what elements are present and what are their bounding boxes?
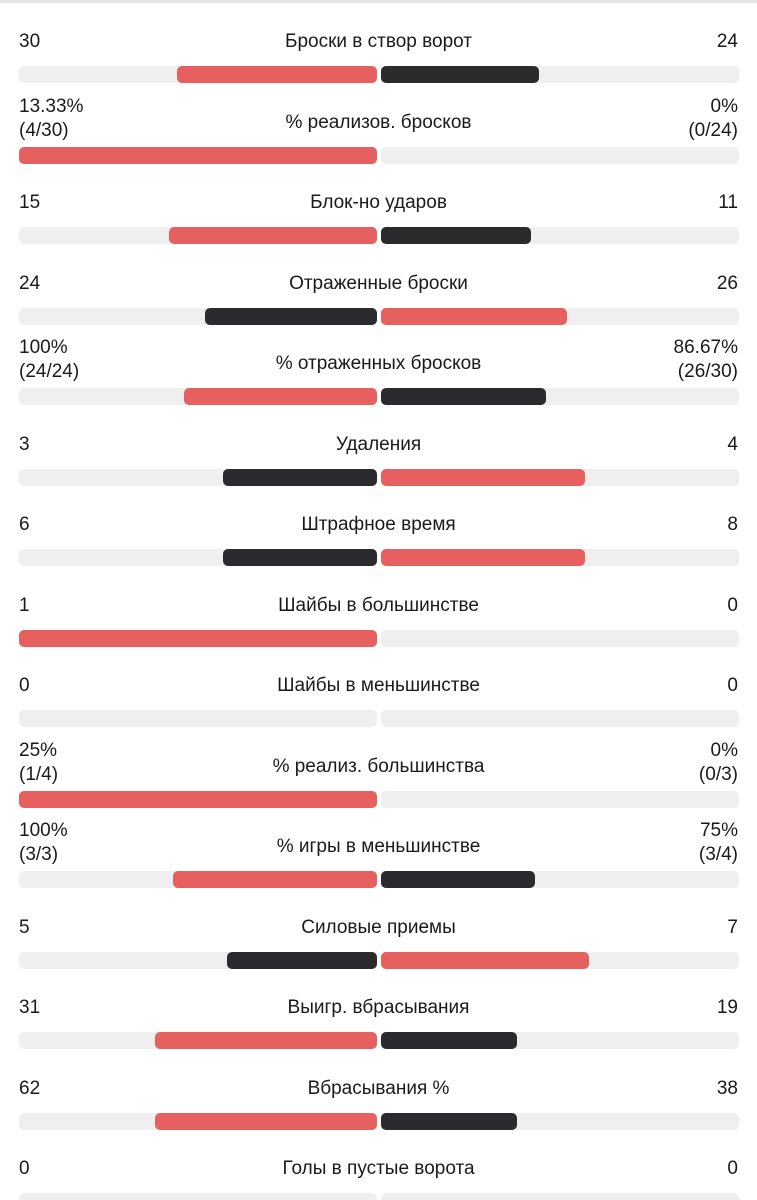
home-bar-track [19,1193,377,1200]
stat-label: Шайбы в большинстве [278,594,479,616]
away-bar-track [381,308,739,325]
stat-label: Голы в пустые ворота [282,1158,475,1179]
away-value-main: 0% [710,739,738,761]
home-bar-track [19,791,377,808]
away-bar-track [381,388,739,405]
home-value [19,513,30,537]
home-value-main: 62 [19,1077,41,1099]
stat-row [0,12,757,92]
home-bar-fill [223,549,377,566]
stat-row [0,656,757,736]
home-value [19,674,30,698]
away-bar-track [381,630,739,647]
stat-label: Шайбы в меньшинстве [277,675,480,696]
home-bar-track [19,66,377,83]
home-bar-track [19,1032,377,1049]
away-value [717,1077,738,1101]
away-value-main: 11 [718,192,738,213]
away-value-detail: (0/24) [688,119,738,141]
away-value-main: 0 [727,675,738,696]
away-value [727,513,738,537]
home-value-main: 30 [19,31,41,52]
stat-label: % отраженных бросков [275,353,482,374]
home-value-detail: (3/3) [19,844,59,865]
away-value [674,336,738,384]
home-value-main: 0 [19,1158,30,1179]
away-value-main: 0% [710,95,738,117]
away-value-main: 75% [699,820,738,841]
home-value-main: 100% [19,337,68,358]
home-bar-track [19,1113,377,1130]
home-bar-fill [173,871,377,888]
home-value-main: 31 [19,997,41,1018]
away-value [688,95,738,143]
home-value-main: 24 [19,272,41,294]
away-bar-fill [381,871,535,888]
home-value [19,272,40,296]
away-value-detail: (3/4) [698,844,738,865]
away-value [727,433,738,457]
home-bar-track [19,952,377,969]
away-value-main: 24 [716,31,738,52]
home-bar-fill [205,308,377,325]
stat-row [0,334,757,414]
away-value-main: 4 [727,433,738,455]
away-value [717,272,738,296]
home-value-main: 25% [19,739,58,761]
home-value [19,739,58,787]
home-bar-fill [155,1113,377,1130]
away-value-main: 8 [727,514,738,535]
home-value [19,1157,30,1181]
home-value-main: 5 [19,916,30,938]
home-value [19,30,40,54]
stat-row [0,495,757,575]
away-value-detail: (0/3) [698,763,738,785]
home-value [19,1077,40,1101]
home-value-detail: (1/4) [19,763,59,785]
stat-label: Силовые приемы [301,916,456,938]
home-value [19,95,83,143]
away-value-main: 7 [727,916,738,938]
away-bar-fill [381,952,589,969]
away-bar-track [381,1032,739,1049]
home-bar-fill [227,952,377,969]
home-bar-track [19,308,377,325]
home-value-detail: (4/30) [19,119,69,141]
away-bar-fill [381,227,531,244]
away-bar-track [381,469,739,486]
away-value [717,30,738,54]
away-bar-fill [381,469,585,486]
home-value-main: 13.33% [19,95,84,117]
home-bar-fill [223,469,377,486]
home-bar-track [19,630,377,647]
away-value-main: 38 [716,1077,738,1099]
home-bar-fill [169,227,377,244]
away-bar-fill [381,1032,517,1049]
away-bar-track [381,549,739,566]
stat-row [0,1059,757,1139]
home-bar-track [19,871,377,888]
home-value [19,819,68,867]
home-bar-track [19,227,377,244]
home-bar-track [19,710,377,727]
home-value-main: 3 [19,433,30,455]
stat-label: Вбрасывания % [307,1077,450,1099]
away-bar-fill [381,308,567,325]
away-value-main: 19 [716,997,738,1018]
away-value [727,1157,738,1181]
away-bar-fill [381,66,539,83]
stat-row [0,978,757,1058]
home-bar-fill [177,66,377,83]
away-value [727,674,738,698]
stat-label: % реализ. большинства [272,755,485,777]
home-value-main: 6 [19,514,30,535]
stat-label: % игры в меньшинстве [276,836,481,857]
away-value-main: 0 [727,1158,738,1179]
away-value-main: 0 [727,594,738,616]
stat-label: Удаления [335,433,422,455]
home-bar-track [19,388,377,405]
away-bar-fill [381,1113,517,1130]
away-bar-track [381,1193,739,1200]
away-value [717,996,738,1020]
stat-row [0,817,757,897]
away-bar-track [381,871,739,888]
home-value [19,594,30,618]
away-bar-fill [381,549,585,566]
away-value-main: 26 [716,272,738,294]
home-bar-track [19,549,377,566]
stat-label: % реализов. бросков [285,111,472,133]
away-bar-track [381,952,739,969]
home-bar-fill [184,388,377,405]
stat-label: Броски в створ ворот [284,31,473,52]
home-bar-fill [19,630,377,647]
stat-row [0,898,757,978]
stat-row [0,576,757,656]
stat-row [0,93,757,173]
stat-row [0,173,757,253]
away-bar-track [381,227,739,244]
stat-label: Блок-но ударов [310,192,447,213]
home-value [19,433,30,457]
away-value [727,916,738,940]
home-value-main: 15 [19,192,41,213]
home-bar-track [19,147,377,164]
stat-row [0,737,757,817]
away-bar-track [381,66,739,83]
home-value-detail: (24/24) [19,361,80,382]
home-value [19,336,79,384]
home-value-main: 1 [19,594,30,616]
home-value [19,996,40,1020]
away-value [727,594,738,618]
home-value-main: 0 [19,675,30,696]
home-bar-fill [19,791,377,808]
stat-row [0,415,757,495]
away-bar-fill [381,388,546,405]
away-bar-track [381,791,739,808]
away-value-detail: (26/30) [677,361,738,382]
home-bar-fill [155,1032,377,1049]
home-value [19,916,30,940]
away-value [718,191,738,215]
stat-row [0,254,757,334]
away-bar-track [381,710,739,727]
home-bar-track [19,469,377,486]
stat-label: Штрафное время [301,514,456,535]
stat-label: Выигр. вбрасывания [287,997,470,1018]
away-bar-track [381,1113,739,1130]
away-value [699,739,738,787]
stat-row [0,1139,757,1200]
away-bar-track [381,147,739,164]
away-value [699,819,738,867]
stat-label: Отраженные броски [289,272,468,294]
home-bar-fill [19,147,377,164]
home-value [19,191,40,215]
away-value-main: 86.67% [673,337,738,358]
home-value-main: 100% [19,820,68,841]
